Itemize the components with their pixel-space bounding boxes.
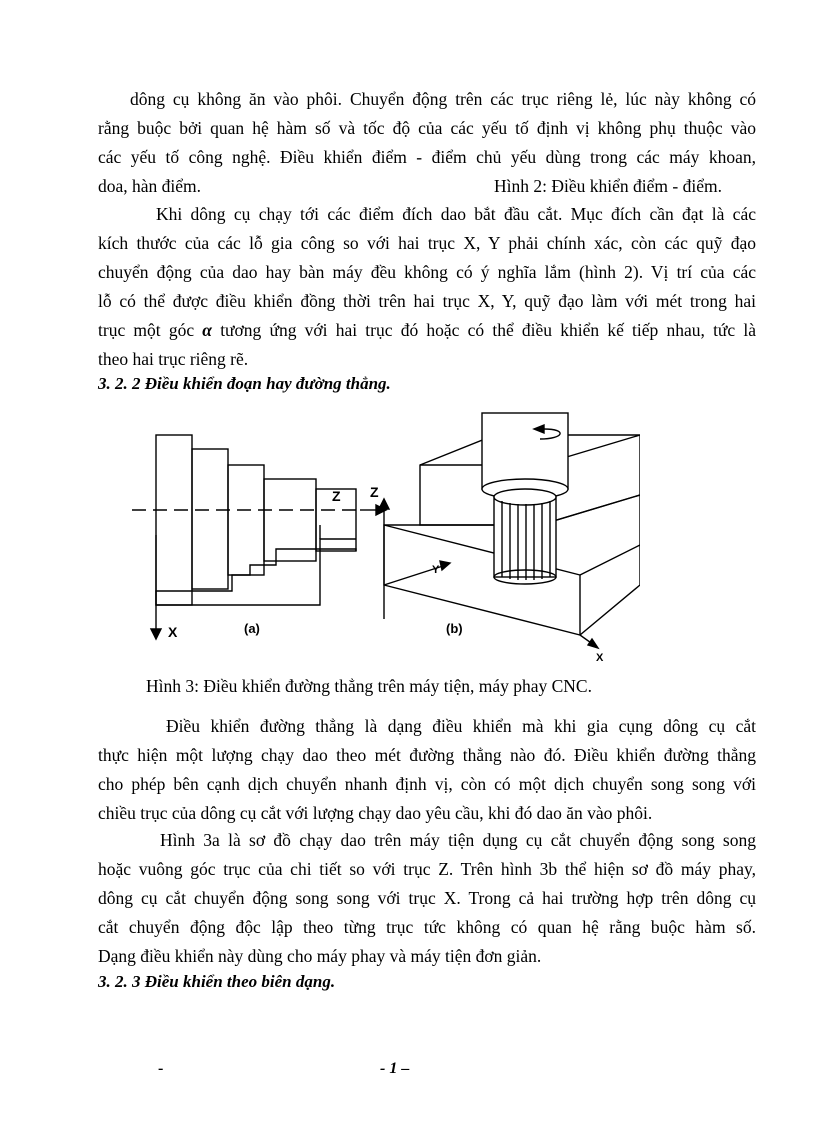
workpiece-step-2 bbox=[228, 465, 264, 575]
text-line: cắt chuyển động độc lập theo từng trục tức không có quan hệ rằng buộc hàm số. bbox=[98, 917, 756, 937]
x-axis-arrow bbox=[151, 629, 161, 639]
text-fragment: tương ứng với hai trục đó hoặc có thể điều khiển kế tiếp nhau, tức là bbox=[220, 320, 757, 340]
text-line: hoặc vuông góc trục của chi tiết so với trục Z. Trên hình 3b thể hiện sơ đồ máy phay, bbox=[98, 859, 756, 879]
cutter-top bbox=[494, 489, 556, 505]
text-line-start: doa, hàn điểm. bbox=[98, 176, 202, 196]
text-fragment: trục một góc bbox=[98, 320, 195, 340]
text-line: các yếu tố công nghệ. Điều khiển điểm - điểm chủ yếu dùng trong các máy khoan, bbox=[98, 147, 756, 167]
page-number: - 1 – bbox=[380, 1060, 410, 1077]
text-line: kích thước của các lỗ gia công so với hai trục X, Y phải chính xác, còn các quỹ đạo bbox=[98, 233, 756, 253]
text-line: chuyển động của dao hay bàn máy đều không có ý nghĩa lắm (hình 2). Vị trí của các bbox=[98, 262, 756, 282]
text-line: lỗ có thể được điều khiển đồng thời trên hai trục X, Y, quỹ đạo làm với mét trong hai bbox=[98, 291, 756, 311]
x-axis-label-a: X bbox=[168, 624, 178, 640]
paragraph-2 bbox=[98, 200, 756, 374]
text-line: Điều khiển đường thẳng là dạng điều khiển mà khi gia cụng dông cụ cắt bbox=[166, 716, 756, 736]
text-line: Khi dông cụ chạy tới các điểm đích dao bắt đầu cắt. Mục đích cần đạt là các bbox=[156, 204, 756, 224]
text-line: dông cụ cắt chuyển động song song với trục X. Trong cả hai trường hợp trên dông cụ bbox=[98, 888, 756, 908]
z-axis-arrow-b bbox=[379, 499, 389, 509]
figure-3 bbox=[120, 405, 640, 665]
z-axis-label-a: Z bbox=[332, 488, 341, 504]
text-line: theo hai trục riêng rẽ. bbox=[98, 349, 249, 369]
paragraph-4 bbox=[98, 826, 756, 971]
spindle bbox=[482, 413, 568, 489]
paragraph-3 bbox=[98, 712, 756, 828]
text-line: dông cụ không ăn vào phôi. Chuyển động trên các trục riêng lẻ, lúc này không có bbox=[130, 89, 756, 109]
end-mill-cutter bbox=[494, 497, 556, 577]
text-line bbox=[98, 172, 756, 201]
text-line: chiều trục của dông cụ cắt với lượng chạy dao yêu cầu, khi đó dao ăn vào phôi. bbox=[98, 803, 653, 823]
figure-2-caption: Hình 2: Điều khiển điểm - điểm. bbox=[494, 176, 722, 196]
y-axis-arrow-b bbox=[440, 561, 450, 570]
text-line: Dạng điều khiển này dùng cho máy phay và máy tiện đơn giản. bbox=[98, 946, 542, 966]
text-line: rằng buộc bởi quan hệ hàm số và tốc độ của các yếu tố định vị không phụ thuộc vào bbox=[98, 118, 756, 138]
section-heading-3-2-2: 3. 2. 2 Điều khiển đoạn hay đường thẳng. bbox=[98, 374, 391, 393]
alpha-symbol: α bbox=[202, 320, 212, 340]
workpiece-step-1 bbox=[192, 449, 228, 589]
lathe-diagram bbox=[132, 435, 386, 639]
figure-label-b: (b) bbox=[446, 621, 463, 636]
block-edge bbox=[580, 545, 640, 575]
text-line: thực hiện một lượng chạy dao theo mét đường thẳng nào đó. Điều khiển đường thẳng bbox=[98, 745, 756, 765]
z-axis-label-b: Z bbox=[370, 484, 379, 500]
section-heading-3-2-3: 3. 2. 3 Điều khiển theo biên dạng. bbox=[98, 972, 336, 991]
text-line bbox=[98, 316, 756, 345]
paragraph-1 bbox=[98, 85, 756, 201]
milling-diagram bbox=[379, 413, 640, 648]
toolpath bbox=[156, 539, 356, 605]
figure-label-a: (a) bbox=[244, 621, 260, 636]
figure-3-caption: Hình 3: Điều khiển đường thẳng trên máy tiện, máy phay CNC. bbox=[146, 676, 592, 696]
y-axis-label-b: Y bbox=[432, 564, 440, 576]
footer-left-dash: - bbox=[158, 1060, 164, 1077]
x-axis-label-b: X bbox=[596, 652, 604, 664]
chuck bbox=[156, 435, 192, 605]
text-line: cho phép bên cạnh dịch chuyển nhanh định vị, còn có một dịch chuyển song song với bbox=[98, 774, 756, 794]
x-axis-arrow-b bbox=[588, 639, 598, 648]
text-line: Hình 3a là sơ đồ chạy dao trên máy tiện dụng cụ cắt chuyển động song song bbox=[160, 830, 756, 850]
